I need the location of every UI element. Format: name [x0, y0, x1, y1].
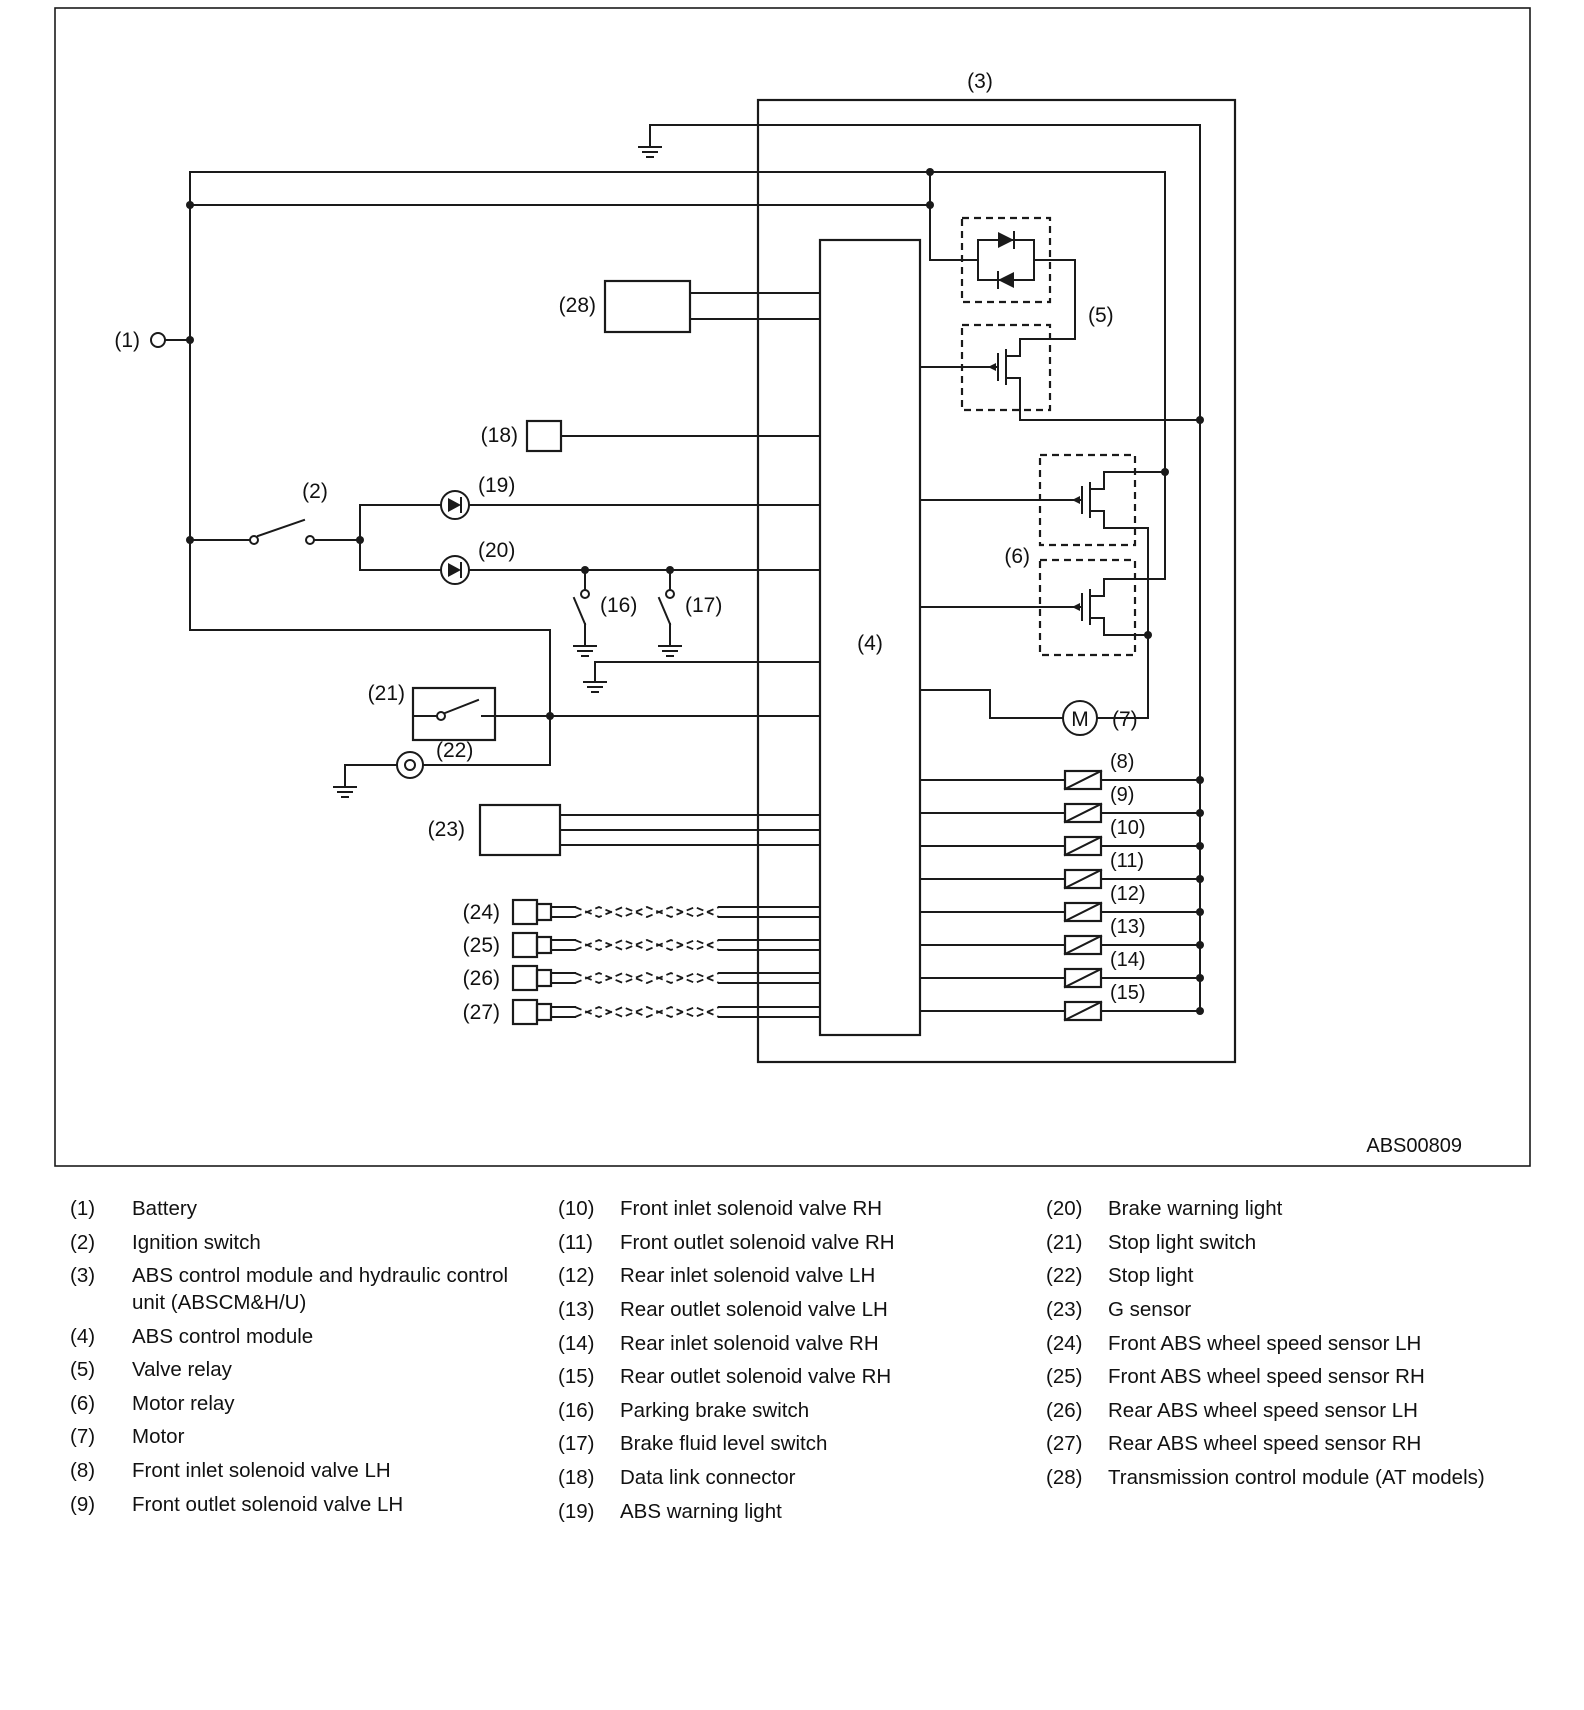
- legend-item: [558, 1230, 1032, 1257]
- legend-item: [70, 1324, 544, 1351]
- legend-item-number: (12): [558, 1264, 595, 1288]
- motor: [920, 690, 1148, 735]
- legend-item-number: (7): [70, 1425, 96, 1449]
- relay-contact-icon: [1060, 472, 1104, 528]
- legend-item: [558, 1331, 1032, 1358]
- legend-item-number: (5): [70, 1358, 96, 1382]
- legend-item-number: (22): [1046, 1264, 1083, 1288]
- solenoid-valves: [920, 751, 1204, 1020]
- legend-item: [70, 1424, 544, 1451]
- legend-item-number: (17): [558, 1432, 595, 1456]
- legend-item: [70, 1357, 544, 1384]
- legend-item-label: Data link connector: [620, 1466, 796, 1490]
- callout-27: (27): [462, 1001, 500, 1024]
- callout-17: (17): [685, 594, 723, 617]
- legend-item-label: Rear outlet solenoid valve RH: [620, 1365, 892, 1389]
- ignition-switch: [190, 480, 360, 570]
- legend-item-label: Front ABS wheel speed sensor RH: [1108, 1365, 1425, 1389]
- callout-22: (22): [436, 739, 474, 762]
- legend-item: [558, 1364, 1032, 1391]
- legend-item-number: (24): [1046, 1331, 1083, 1355]
- legend-item: [558, 1465, 1032, 1492]
- legend-item-number: (8): [70, 1459, 96, 1483]
- junction-dots: [186, 168, 1204, 720]
- legend-item: [70, 1492, 544, 1519]
- callout-11: (11): [1110, 850, 1145, 872]
- legend: [0, 1180, 1584, 1532]
- callout-18: (18): [480, 424, 518, 447]
- ground-icon: [639, 147, 661, 157]
- legend-item: [1046, 1196, 1520, 1223]
- legend-item-number: (1): [70, 1197, 96, 1220]
- g-sensor: [428, 805, 820, 855]
- legend-item: [1046, 1431, 1520, 1458]
- solenoid-valve-8: [920, 751, 1204, 789]
- legend-item: [558, 1499, 1032, 1526]
- legend-item: [1046, 1364, 1520, 1391]
- legend-item-number: (10): [558, 1197, 595, 1220]
- legend-item-label: Battery: [132, 1197, 197, 1220]
- legend-item-label: Front ABS wheel speed sensor LH: [1108, 1331, 1422, 1355]
- wheel-speed-sensor-rear-rh: [463, 1000, 820, 1024]
- legend-item: [70, 1230, 544, 1257]
- callout-10: (10): [1110, 817, 1146, 839]
- data-link-connector: [481, 421, 820, 451]
- legend-item-label: Rear ABS wheel speed sensor LH: [1108, 1398, 1418, 1422]
- callout-13: (13): [1110, 916, 1146, 938]
- callout-6: (6): [1004, 545, 1030, 568]
- brake-fluid-level-switch: [659, 570, 722, 656]
- callout-15: (15): [1110, 982, 1146, 1004]
- abs-warning-light: [360, 474, 820, 519]
- legend-item: [1046, 1398, 1520, 1425]
- ground-icon: [334, 787, 356, 797]
- diagram-frame: [55, 8, 1530, 1166]
- callout-5: (5): [1088, 304, 1114, 327]
- callout-26: (26): [462, 967, 500, 990]
- legend-item: [1046, 1263, 1520, 1290]
- wheel-speed-sensor-front-lh: [463, 900, 820, 924]
- callout-1: (1): [114, 329, 140, 352]
- callout-7: (7): [1112, 708, 1138, 731]
- legend-item: [558, 1398, 1032, 1425]
- legend-item-number: (14): [558, 1331, 595, 1355]
- legend-item-number: (27): [1046, 1432, 1083, 1456]
- legend-column-1: [70, 1196, 544, 1532]
- legend-item-label: ABS control module: [132, 1324, 314, 1348]
- legend-item-number: (3): [70, 1264, 96, 1288]
- legend-item-label: Stop light switch: [1108, 1230, 1257, 1254]
- legend-item-number: (11): [558, 1230, 593, 1254]
- legend-item: [558, 1297, 1032, 1324]
- legend-item: [70, 1391, 544, 1418]
- battery-terminal-icon: [151, 333, 165, 347]
- legend-item-number: (20): [1046, 1197, 1083, 1220]
- solenoid-valve-9: [920, 784, 1204, 822]
- callout-21: (21): [367, 682, 405, 705]
- legend-item-number: (9): [70, 1492, 96, 1516]
- legend-item: [70, 1458, 544, 1485]
- callout-9: (9): [1110, 784, 1135, 806]
- legend-item-number: (26): [1046, 1398, 1083, 1422]
- legend-item: [70, 1196, 544, 1223]
- legend-item-label: ABS warning light: [620, 1499, 782, 1523]
- legend-item: [1046, 1230, 1520, 1257]
- legend-item-label: Stop light: [1108, 1264, 1194, 1288]
- callout-23: (23): [427, 818, 465, 841]
- legend-item: [558, 1263, 1032, 1290]
- callout-4: (4): [857, 632, 883, 655]
- legend-item-label: Front outlet solenoid valve LH: [132, 1492, 404, 1516]
- callout-16: (16): [600, 594, 638, 617]
- solenoid-valve-10: [920, 817, 1204, 855]
- abs-control-module-box: [820, 240, 920, 1035]
- legend-item-label: Front inlet solenoid valve RH: [620, 1197, 883, 1220]
- legend-item-label: Motor relay: [132, 1391, 235, 1415]
- callout-25: (25): [462, 934, 500, 957]
- solenoid-valve-11: [920, 850, 1204, 888]
- motor-letter: M: [1071, 708, 1089, 731]
- legend-item-number: (25): [1046, 1365, 1083, 1389]
- legend-item-label: G sensor: [1108, 1297, 1192, 1321]
- relay-contact-icon: [976, 339, 1020, 395]
- ground-icon: [574, 646, 596, 656]
- solenoid-valve-15: [920, 982, 1204, 1020]
- legend-item-label: Motor: [132, 1425, 185, 1449]
- solenoid-valve-12: [920, 883, 1204, 921]
- legend-item-number: (21): [1046, 1230, 1083, 1254]
- stop-light: [334, 716, 550, 797]
- wheel-speed-sensor-rear-lh: [463, 966, 820, 990]
- ground-icon: [584, 682, 606, 692]
- battery: [114, 329, 190, 352]
- callout-28: (28): [558, 294, 596, 317]
- legend-item-label: Brake warning light: [1108, 1197, 1283, 1220]
- abscm-hydraulic-unit-box: [758, 70, 1235, 1062]
- legend-item-label: Ignition switch: [132, 1230, 261, 1254]
- callout-24: (24): [462, 901, 500, 924]
- legend-item-number: (18): [558, 1466, 595, 1490]
- callout-19: (19): [478, 474, 516, 497]
- motor-relay: [920, 455, 1165, 655]
- ground-icon: [659, 646, 681, 656]
- legend-item-number: (15): [558, 1365, 595, 1389]
- legend-item-number: (4): [70, 1324, 96, 1348]
- parking-brake-switch: [574, 570, 637, 656]
- callout-14: (14): [1110, 949, 1146, 971]
- legend-item-label: Rear ABS wheel speed sensor RH: [1108, 1432, 1422, 1456]
- legend-item-label: ABS control module and hydraulic control unit (ABSCM&H/U): [132, 1264, 509, 1314]
- legend-item-label: Front inlet solenoid valve LH: [132, 1459, 391, 1483]
- legend-item: [558, 1196, 1032, 1223]
- figure-code: ABS00809: [1366, 1135, 1462, 1157]
- legend-item: [1046, 1331, 1520, 1358]
- legend-item: [1046, 1297, 1520, 1324]
- valve-relay: [920, 218, 1200, 420]
- callout-8: (8): [1110, 751, 1135, 773]
- legend-item-label: Valve relay: [132, 1358, 232, 1382]
- legend-item-label: Front outlet solenoid valve RH: [620, 1230, 895, 1254]
- legend-item-number: (13): [558, 1297, 595, 1321]
- legend-item-number: (16): [558, 1398, 595, 1422]
- legend-item-number: (23): [1046, 1297, 1083, 1321]
- legend-item-number: (28): [1046, 1466, 1083, 1490]
- legend-item-label: Parking brake switch: [620, 1398, 810, 1422]
- legend-column-2: [558, 1196, 1032, 1532]
- legend-item-number: (2): [70, 1230, 96, 1254]
- legend-item-label: Brake fluid level switch: [620, 1432, 828, 1456]
- relay-contact-icon: [1060, 579, 1104, 635]
- stop-light-switch: [368, 682, 495, 740]
- legend-item-number: (19): [558, 1499, 595, 1523]
- wheel-speed-sensor-front-rh: [463, 933, 820, 957]
- callout-2: (2): [302, 480, 328, 503]
- legend-item-label: Rear outlet solenoid valve LH: [620, 1297, 888, 1321]
- legend-item: [558, 1431, 1032, 1458]
- callout-20: (20): [478, 539, 516, 562]
- legend-item: [1046, 1465, 1520, 1492]
- solenoid-valve-14: [920, 949, 1204, 987]
- callout-3: (3): [967, 70, 993, 93]
- legend-item-number: (6): [70, 1391, 96, 1415]
- transmission-control-module: [559, 281, 820, 332]
- legend-item-label: Transmission control module (AT models): [1108, 1466, 1485, 1490]
- legend-item-label: Rear inlet solenoid valve RH: [620, 1331, 879, 1355]
- callout-12: (12): [1110, 883, 1146, 905]
- legend-item-label: Rear inlet solenoid valve LH: [620, 1264, 876, 1288]
- legend-column-3: [1046, 1196, 1520, 1532]
- brake-warning-light: [360, 539, 820, 584]
- legend-item: [70, 1263, 544, 1316]
- solenoid-valve-13: [920, 916, 1204, 954]
